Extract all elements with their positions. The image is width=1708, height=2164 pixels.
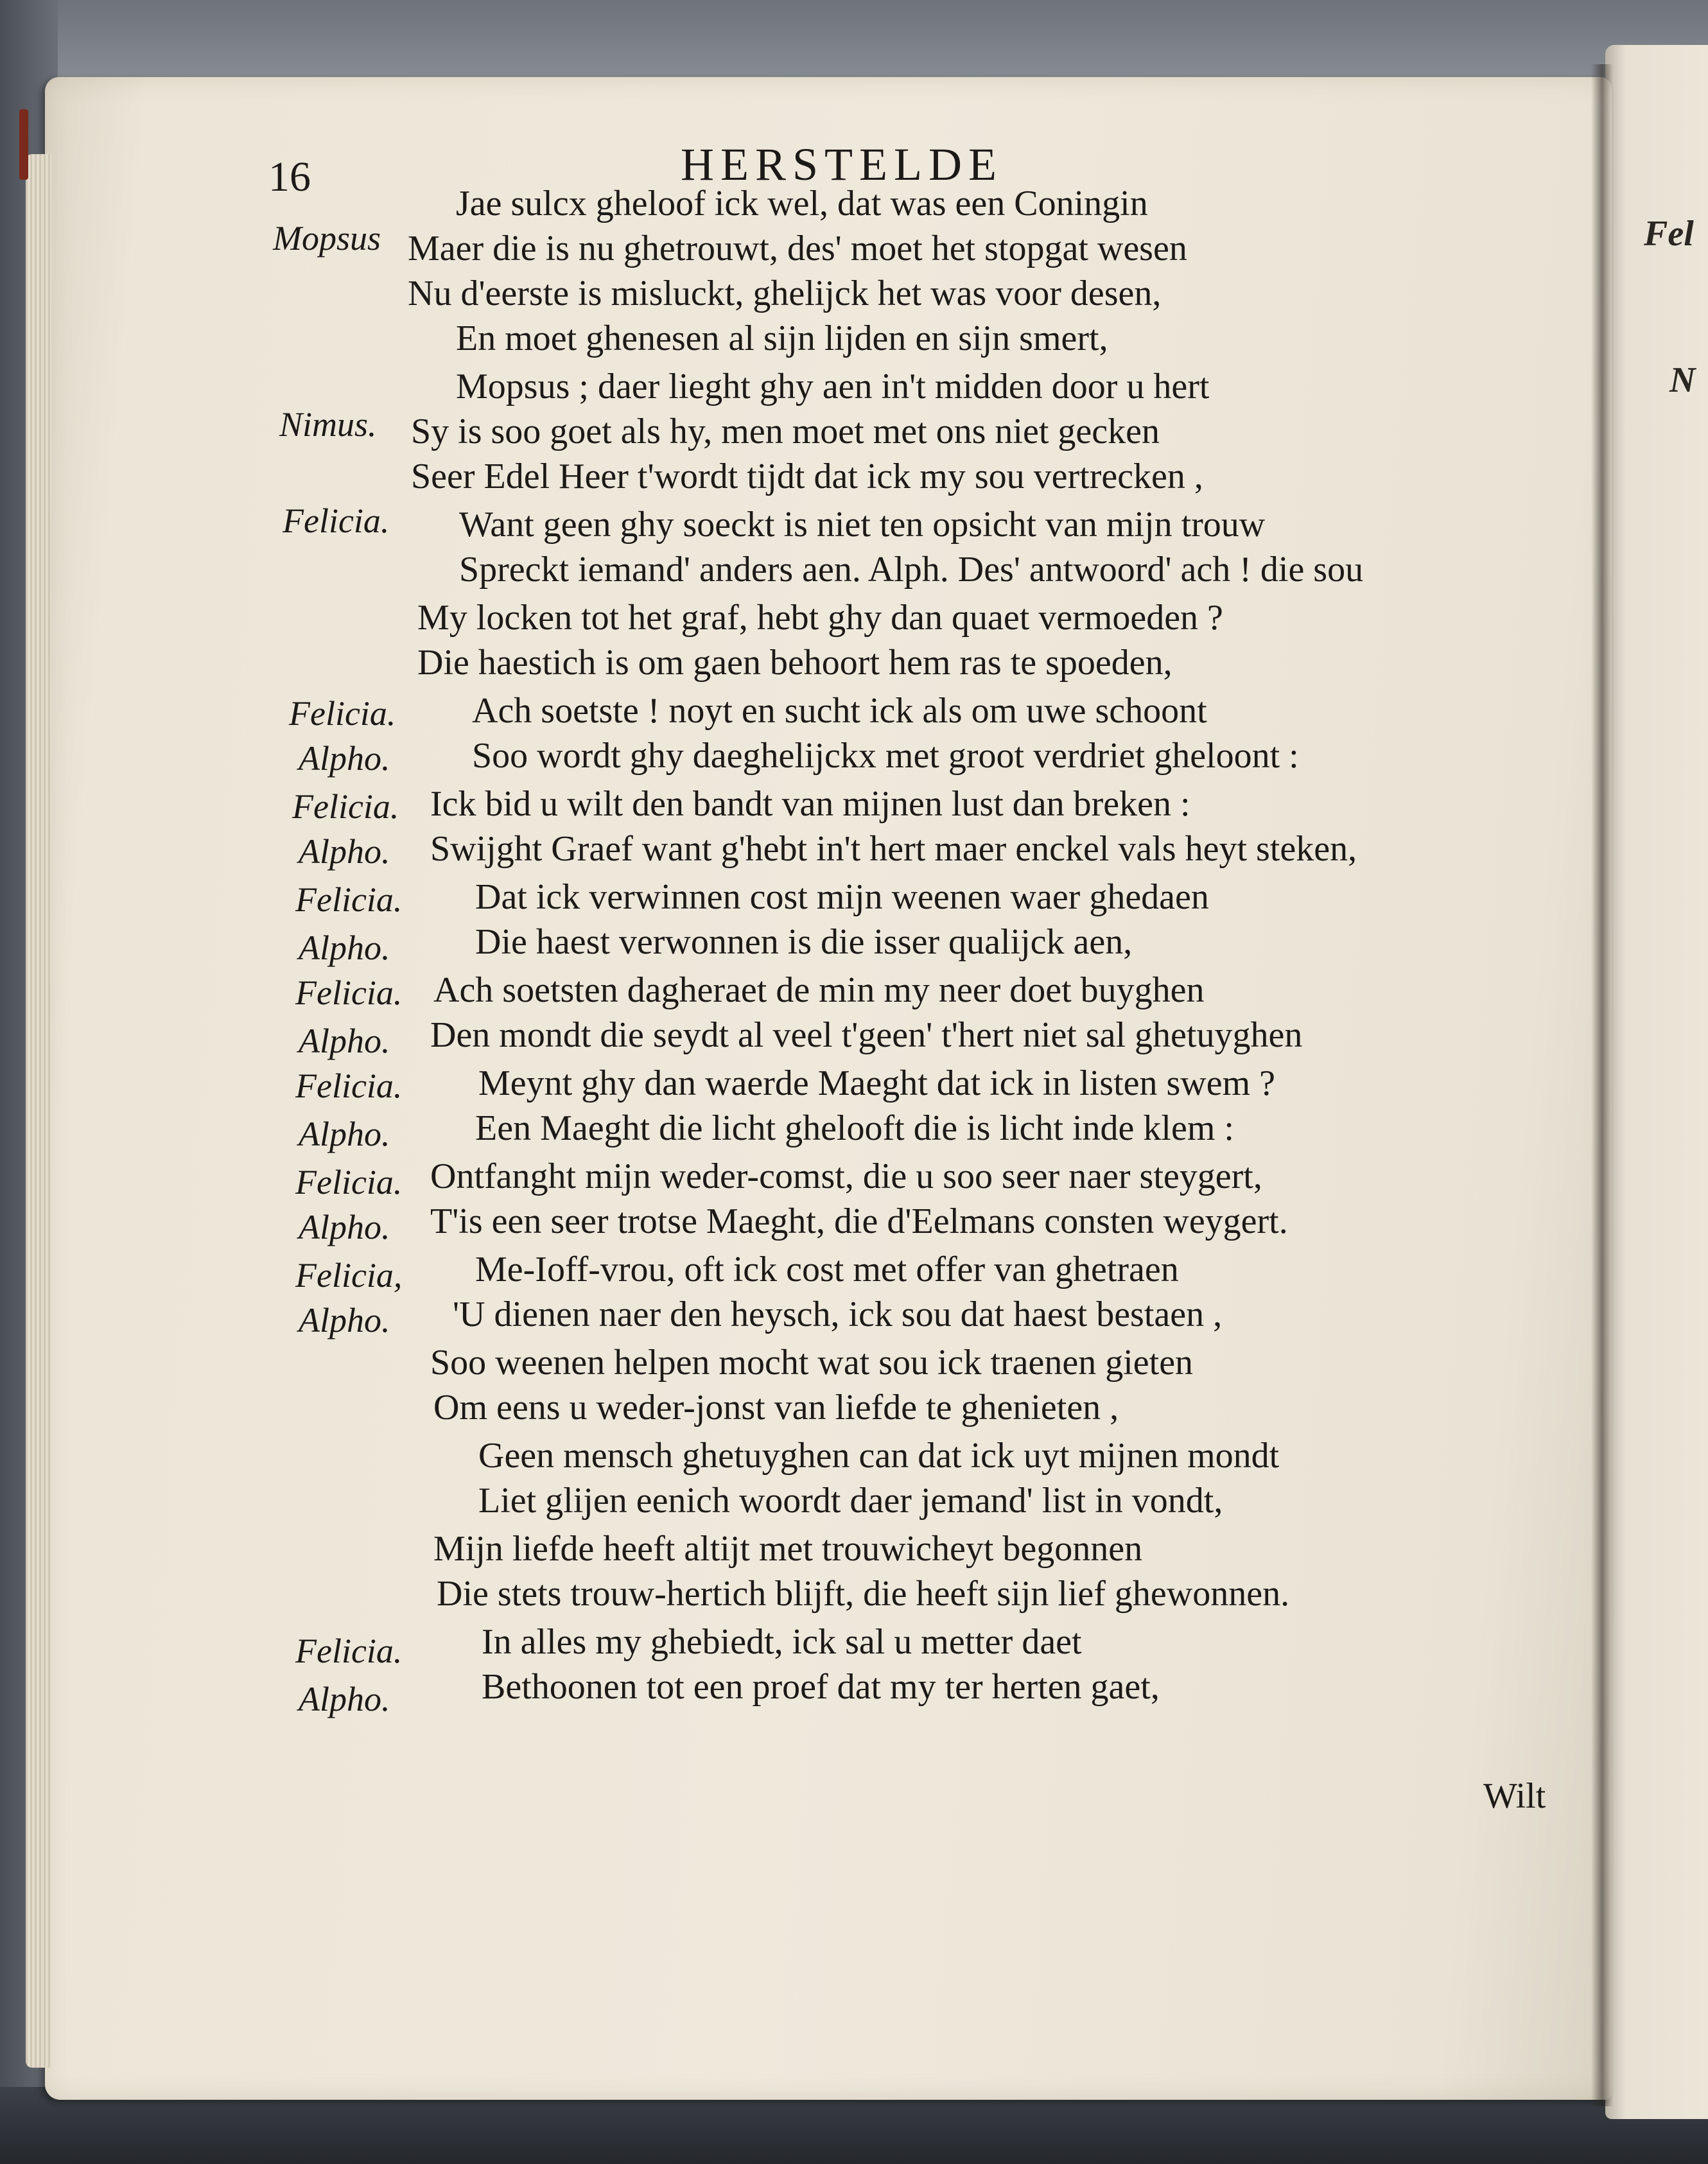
speaker-label: Alpho. [299,832,390,871]
verse-line: Mopsus ; daer lieght ghy aen in't midden door u hert [456,367,1210,406]
verse-line: Om eens u weder-jonst van liefde te ghenieten , [433,1388,1119,1427]
speaker-label: Felicia. [295,1163,403,1201]
gutter-shadow [1591,64,1613,2106]
verse-line: Meynt ghy dan waerde Maeght dat ick in listen swem ? [478,1063,1275,1103]
verse-line: Dat ick verwinnen cost mijn weenen waer ghedaen [475,877,1209,917]
verse-line: Ontfanght mijn weder-comst, die u soo seer naer steygert, [430,1156,1262,1196]
speaker-label: Mopsus [273,219,381,257]
speaker-label: Alpho. [299,1115,390,1153]
verse-line: Jae sulcx gheloof ick wel, dat was een Coningin [456,184,1148,223]
speaker-label: Felicia, [295,1256,403,1295]
verse-line: Maer die is nu ghetrouwt, des' moet het stopgat wesen [408,229,1187,268]
verse-line: Bethoonen tot een proef dat my ter herten gaet, [482,1667,1160,1707]
verse-line: Ach soetste ! noyt en sucht ick als om uwe schoont [472,691,1207,731]
verse-line: Den mondt die seydt al veel t'geen' t'hert niet sal ghetuyghen [430,1015,1303,1055]
verse-line: Liet glijen eenich woordt daer jemand' list in vondt, [478,1481,1223,1521]
speaker-label: Alpho. [299,1022,390,1060]
speaker-label: Felicia. [295,880,403,919]
speaker-label: Alpho. [299,929,390,967]
verse-line: 'U dienen naer den heysch, ick sou dat haest bestaen , [453,1295,1223,1334]
verse-line: Want geen ghy soeckt is niet ten opsicht van mijn trouw [459,505,1266,545]
speaker-label: Felicia. [292,787,399,826]
verse-line: Die stets trouw-hertich blijft, die heeft sijn lief ghewonnen. [437,1574,1290,1614]
facing-page-fragment: Fel [1644,214,1694,254]
background-top [0,0,1708,90]
verse-line: Sy is soo goet als hy, men moet met ons niet gecken [411,412,1160,451]
verse-line: My locken tot het graf, hebt ghy dan quaet vermoeden ? [417,598,1223,638]
speaker-label: Felicia. [295,973,403,1012]
speaker-label: Alpho. [299,1208,390,1246]
speaker-label: Alpho. [299,1680,390,1718]
page-number: 16 [268,153,311,200]
verse-line: Die haest verwonnen is die isser qualijck aen, [475,922,1133,962]
speaker-label: Felicia. [289,694,396,733]
verse-line: Soo weenen helpen mocht wat sou ick traenen gieten [430,1343,1194,1383]
speaker-label: Nimus. [279,405,377,444]
verse-line: Die haestich is om gaen behoort hem ras te spoeden, [417,643,1172,683]
facing-page-fragment: N [1669,360,1696,400]
verse-line: Ick bid u wilt den bandt van mijnen lust dan breken : [430,784,1190,824]
verse-line: Een Maeght die licht ghelooft die is licht inde klem : [475,1108,1234,1148]
speaker-label: Felicia. [295,1632,403,1670]
verse-line: T'is een seer trotse Maeght, die d'Eelmans consten weygert. [430,1201,1288,1241]
running-head: HERSTELDE [681,139,1003,190]
verse-line: Seer Edel Heer t'wordt tijdt dat ick my sou vertrecken , [411,457,1203,496]
verse-line: Spreckt iemand' anders aen. Alph. Des' antwoord' ach ! die sou [459,550,1364,589]
speaker-label: Alpho. [299,1301,390,1339]
verse-line: Swijght Graef want g'hebt in't hert maer enckel vals heyt steken, [430,829,1357,869]
verse-line: Ach soetsten dagheraet de min my neer doet buyghen [433,970,1205,1010]
speaker-label: Alpho. [299,739,390,778]
binding-ribbon [19,109,28,180]
verse-line: Soo wordt ghy daeghelijckx met groot verdriet gheloont : [472,736,1299,776]
catchword: Wilt [1483,1776,1546,1816]
verse-line: Geen mensch ghetuyghen can dat ick uyt mijnen mondt [478,1436,1280,1476]
verse-line: Mijn liefde heeft altijt met trouwicheyt begonnen [433,1529,1143,1569]
speaker-label: Felicia. [283,502,390,540]
page-edges [26,154,51,2068]
facing-page [1605,45,1708,2119]
speaker-label: Felicia. [295,1067,403,1105]
verse-line: Nu d'eerste is misluckt, ghelijck het was voor desen, [408,274,1162,313]
verse-line: En moet ghenesen al sijn lijden en sijn smert, [456,318,1108,358]
verse-line: Me-Ioff-vrou, oft ick cost met offer van ghetraen [475,1250,1179,1289]
verse-line: In alles my ghebiedt, ick sal u metter daet [482,1622,1082,1662]
